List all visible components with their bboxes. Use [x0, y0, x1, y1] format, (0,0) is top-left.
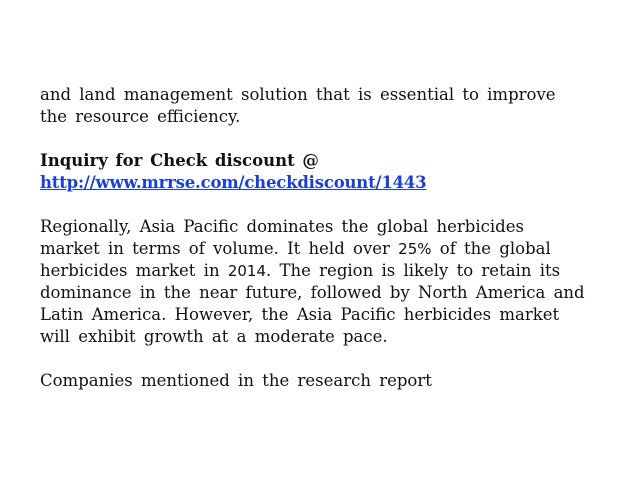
regional-line-3b: . The region is likely to retain its — [266, 261, 561, 280]
regional-line-1: Regionally, Asia Pacific dominates the global herbicides — [40, 217, 524, 236]
checkdiscount-link[interactable]: http://www.mrrse.com/checkdiscount/1443 — [40, 173, 427, 192]
regional-paragraph — [40, 216, 598, 348]
year-value: 2014 — [227, 262, 267, 280]
companies-line: Companies mentioned in the research report — [40, 371, 432, 390]
regional-line-4: dominance in the near future, followed by North America and — [40, 283, 585, 302]
regional-line-2b: of the global — [431, 239, 551, 258]
regional-line-3a: herbicides market in — [40, 261, 228, 280]
intro-paragraph — [40, 84, 598, 128]
regional-line-2a: market in terms of volume. It held over — [40, 239, 399, 258]
regional-line-5: Latin America. However, the Asia Pacific herbicides market — [40, 305, 560, 324]
inquiry-label: Inquiry for Check discount @ — [40, 151, 319, 170]
intro-line-1: and land management solution that is essential to improve — [40, 85, 556, 104]
companies-paragraph — [40, 370, 598, 392]
intro-line-2: the resource efficiency. — [40, 107, 241, 126]
inquiry-block — [40, 150, 598, 194]
market-share-percent: 25% — [398, 240, 432, 258]
regional-line-6: will exhibit growth at a moderate pace. — [40, 327, 388, 346]
